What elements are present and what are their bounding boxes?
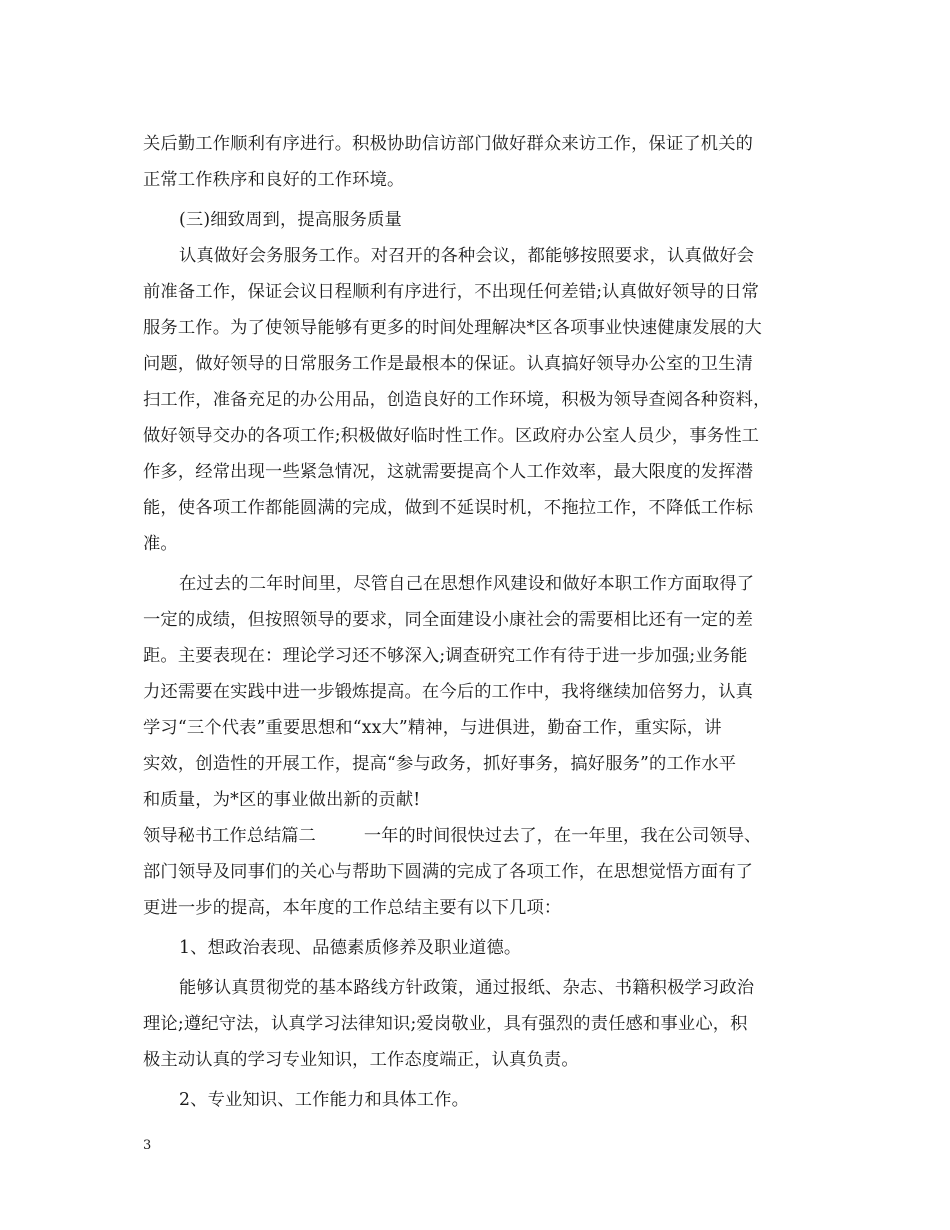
text-line: 扫工作，准备充足的办公用品，创造良好的工作环境，积极为领导查阅各种资料， bbox=[143, 390, 771, 410]
text-line: 能，使各项工作都能圆满的完成，做到不延误时机，不拖拉工作，不降低工作标 bbox=[143, 498, 754, 518]
text-line: 做好领导交办的各项工作;积极做好临时性工作。区政府办公室人员少，事务性工 bbox=[143, 426, 760, 446]
article-title-line bbox=[143, 818, 808, 854]
text-line: 距。主要表现在：理论学习还不够深入;调查研究工作有待于进一步加强;业务能 bbox=[143, 646, 748, 666]
text-line: 实效，创造性的开展工作，提高“参与政务，抓好事务，搞好服务”的工作水平 bbox=[143, 754, 737, 774]
text-line: 学习“三个代表”重要思想和“xx大”精神，与进俱进，勤奋工作，重实际，讲 bbox=[143, 718, 722, 738]
text-line: 理论;遵纪守法，认真学习法律知识;爱岗敬业，具有强烈的责任感和事业心，积 bbox=[143, 1014, 748, 1034]
text-line: 作多，经常出现一些紧急情况，这就需要提高个人工作效率，最大限度的发挥潜 bbox=[143, 462, 754, 482]
text-line: 力还需要在实践中进一步锻炼提高。在今后的工作中，我将继续加倍努力，认真 bbox=[143, 682, 754, 702]
article-title: 领导秘书工作总结篇二 bbox=[143, 826, 316, 846]
text-line: 前准备工作，保证会议日程顺利有序进行，不出现任何差错;认真做好领导的日常 bbox=[143, 282, 760, 302]
document-body bbox=[143, 126, 808, 1118]
text-line: 服务工作。为了使领导能够有更多的时间处理解决*区各项事业快速健康发展的大 bbox=[143, 318, 762, 338]
text-line: 极主动认真的学习专业知识，工作态度端正，认真负责。 bbox=[143, 1050, 579, 1070]
paragraph-start: 一年的时间很快过去了，在一年里，我在公司领导、 bbox=[363, 826, 762, 846]
text-line: 正常工作秩序和良好的工作环境。 bbox=[143, 170, 405, 190]
paragraph-start: 认真做好会务服务工作。对召开的各种会议，都能够按照要求，认真做好会 bbox=[179, 246, 755, 266]
paragraph-start: 能够认真贯彻党的基本路线方针政策，通过报纸、杂志、书籍积极学习政治 bbox=[179, 978, 755, 998]
section-heading: 1、想政治表现、品德素质修养及职业道德。 bbox=[179, 938, 522, 958]
text-line: 和质量，为*区的事业做出新的贡献! bbox=[143, 790, 421, 810]
section-heading: (三)细致周到，提高服务质量 bbox=[179, 210, 402, 230]
text-line: 问题，做好领导的日常服务工作是最根本的保证。认真搞好领导办公室的卫生清 bbox=[143, 354, 754, 374]
text-line: 部门领导及同事们的关心与帮助下圆满的完成了各项工作，在思想觉悟方面有了 bbox=[143, 862, 754, 882]
section-heading: 2、专业知识、工作能力和具体工作。 bbox=[179, 1090, 470, 1110]
text-line: 一定的成绩，但按照领导的要求，同全面建设小康社会的需要相比还有一定的差 bbox=[143, 610, 754, 630]
page-number: 3 bbox=[143, 1138, 152, 1153]
text-line: 关后勤工作顺利有序进行。积极协助信访部门做好群众来访工作，保证了机关的 bbox=[143, 134, 754, 154]
text-line: 准。 bbox=[143, 534, 178, 554]
text-line: 更进一步的提高，本年度的工作总结主要有以下几项： bbox=[143, 898, 562, 918]
paragraph-start: 在过去的二年时间里，尽管自己在思想作风建设和做好本职工作方面取得了 bbox=[179, 574, 755, 594]
